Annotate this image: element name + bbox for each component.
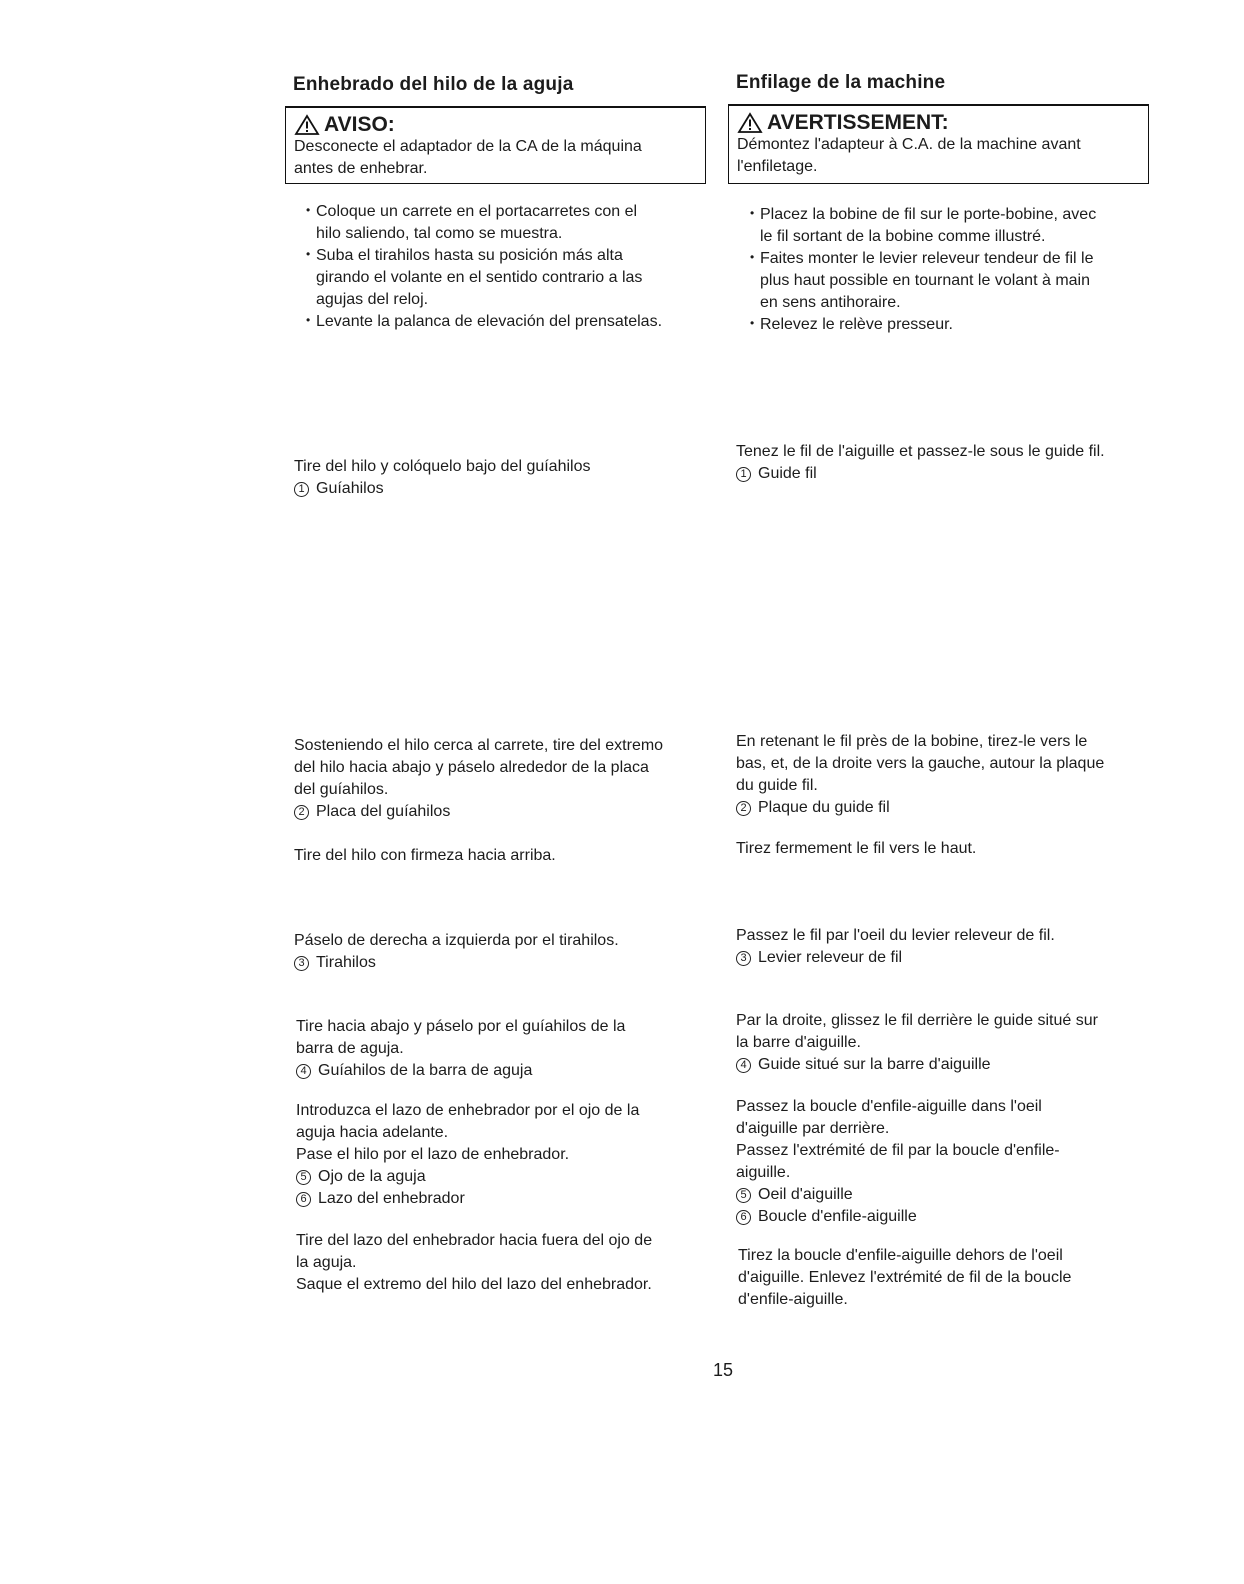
fr-bullet-list (750, 204, 1160, 336)
es-step-4: Páselo de derecha a izquierda por el tirahilos. 3 Tirahilos (294, 932, 619, 971)
warning-triangle-icon (294, 114, 320, 136)
fr-bullet-item: • Placez la bobine de fil sur le porte-bobine, avec le fil sortant de la bobine comme illustré. (750, 204, 1160, 248)
es-warning-title: AVISO: (324, 113, 395, 136)
fr-step-7: Tirez la boucle d'enfile-aiguille dehors de l'oeil d'aiguille. Enlevez l'extrémité de fil de la boucle d'enfile-aiguille. (738, 1247, 1072, 1308)
fr-step-2: En retenant le fil près de la bobine, tirez-le vers le bas, et, de la droite vers la gauche, autour la plaque du guide fil. 2 Plaque du guide fil (736, 733, 1105, 816)
es-step-5: Tire hacia abajo y páselo por el guíahilos de la barra de aguja. 4 Guíahilos de la barra de aguja (296, 1018, 626, 1079)
es-step-1: Tire del hilo y colóquelo bajo del guíahilos 1 Guíahilos (294, 458, 591, 497)
fr-bullet-item: • Faites monter le levier releveur tendeur de fil le plus haut possible en tournant le volant à main en sens antihoraire. (750, 248, 1160, 314)
es-bullet-list (306, 201, 716, 333)
es-heading: Enhebrado del hilo de la aguja (293, 74, 574, 95)
es-bullet-item: • Levante la palanca de elevación del prensatelas. (306, 311, 716, 333)
fr-step-6: Passez la boucle d'enfile-aiguille dans l'oeil d'aiguille par derrière. Passez l'extrémité de fil par la boucle d'enfile- aiguille. 5 Oeil d'aiguille 6 Boucle d'enfile-aiguille (736, 1098, 1060, 1225)
fr-warning-line: l'enfiletage. (737, 158, 818, 175)
es-warning-box (285, 106, 706, 184)
fr-bullet-item: • Relevez le relève presseur. (750, 314, 1160, 336)
fr-step-3: Tirez fermement le fil vers le haut. (736, 840, 977, 857)
es-bullet-item: • Coloque un carrete en el portacarretes con el hilo saliendo, tal como se muestra. (306, 201, 716, 245)
fr-warning-box (728, 104, 1149, 184)
es-warning-line: antes de enhebrar. (294, 160, 428, 177)
es-bullet-item: • Suba el tirahilos hasta su posición más alta girando el volante en el sentido contrario a las agujas del reloj. (306, 245, 716, 311)
es-warning-line: Desconecte el adaptador de la CA de la máquina (294, 138, 642, 155)
fr-heading: Enfilage de la machine (736, 72, 946, 93)
es-step-6: Introduzca el lazo de enhebrador por el ojo de la aguja hacia adelante. Pase el hilo por el lazo de enhebrador. 5 Ojo de la aguja 6 Lazo del enhebrador (296, 1102, 640, 1207)
fr-step-1: Tenez le fil de l'aiguille et passez-le sous le guide fil. 1 Guide fil (736, 443, 1105, 482)
es-step-7: Tire del lazo del enhebrador hacia fuera del ojo de la aguja. Saque el extremo del hilo del lazo del enhebrador. (296, 1232, 653, 1293)
fr-step-4: Passez le fil par l'oeil du levier releveur de fil. 3 Levier releveur de fil (736, 927, 1055, 966)
page-number: 15 (713, 1360, 734, 1380)
warning-triangle-icon (737, 112, 763, 134)
fr-warning-line: Démontez l'adapteur à C.A. de la machine avant (737, 136, 1081, 153)
es-step-2: Sosteniendo el hilo cerca al carrete, tire del extremo del hilo hacia abajo y páselo alrededor de la placa del guíahilos. 2 Placa del guíahilos (294, 737, 664, 820)
fr-warning-title: AVERTISSEMENT: (767, 111, 949, 134)
fr-step-5: Par la droite, glissez le fil derrière le guide situé sur la barre d'aiguille. 4 Guide situé sur la barre d'aiguille (736, 1012, 1098, 1073)
es-step-3: Tire del hilo con firmeza hacia arriba. (294, 847, 556, 864)
